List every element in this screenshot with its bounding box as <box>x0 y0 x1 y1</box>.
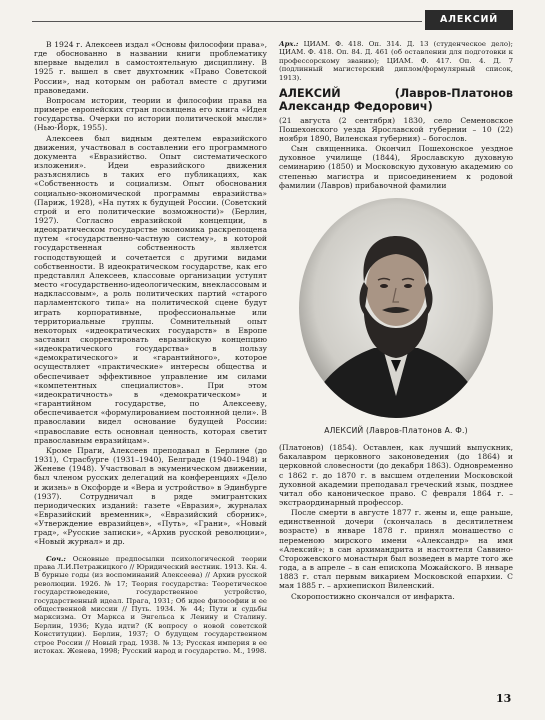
running-header: АЛЕКСИЙ <box>425 10 513 30</box>
works-label: Соч.: <box>46 554 66 563</box>
paragraph: После смерти в августе 1877 г. жены и, еще раньше, единственной дочери (скончалась в десятилетнем возрасте) в январе 1878 г. принял монашество с переменою мирского имени «Александр» на имя «Алексий»; в сан архимандрита и настоятеля Саввино-Сторожевского монастыря был возведен в марте того же года, а в апреле – в сан епископа Можайского. В январе 1883 г. стал первым викарием Московской епархии. С мая 1885 г. – архиепископ Виленский. <box>279 508 513 591</box>
works-text: Основные предпосылки психологической теории права Л.И.Петражицкого // Юридический вестник. 1913. Кн. 4. В бурные годы (из воспоминаний Алексеева) // Архив русской революции. 1926. № 17; Теория государства: Теоретическое государствоведение, государственное устройство, государственный идеал. Прага, 1931; Об идее философии и ее общественной миссии // Путь. 1934. № 44; Пути и судьбы марксизма. От Маркса и Энгельса к Ленину и Сталину. Берлин, 1936; Куда идти? (К вопросу о новой советской Конституции). Берлин, 1937; О будущем государственном строе России // Новый град. 1938. № 13; Русская империя в ее истоках. Женева, 1998; Русский народ и государство. М., 1998. <box>34 554 267 656</box>
paragraph: Вопросам истории, теории и философии права на примере европейских стран посвящена его книга «Идея государства. Очерки по истории политической мысли» (Нью-Йорк, 1955). <box>34 95 267 133</box>
paragraph: В 1924 г. Алексеев издал «Основы философии права», где обоснованно в названии книги проблематику впервые выделил в самостоятельную дисциплину. В 1925 г. вышел в свет двухтомник «Право Советской России», над которым он работал вместе с другими правоведами. <box>34 40 267 95</box>
entry-intro: (21 августа (2 сентября) 1830, село Семеновское Пошехонского уезда Ярославской губернии – 10 (22) ноября 1890, Виленская губерния) – богослов. <box>279 115 513 143</box>
paragraph: Алексеев был видным деятелем евразийского движения, участвовал в составлении его программного документа «Евразийство. Опыт систематического изложения». Идеи евразийского движения разъяснялись в таких его публикациях, как «Собственность и социализм. Опыт обоснования социально-экономической программы евразийства» (Париж, 1928), «На путях к будущей России. (Советский строй и его политические возможности)» (Берлин, 1927). Согласно евразийской концепции, в идеократическом государстве экономика раскрепощена путем «государственно-частную систему», в которой государственная собственность является господствующей и сочетается с другими видами собственности. В идеократическом государстве, как его представлял Алексеев, классовые организации уступят место «государственно-идеологическим, внеклассовым и надклассовым», а роль политических партий «старого парламентского типа» на политической сцене будут играть корпоративные, профессиональные или территориальные группы. Сомнительный опыт некоторых «идеократических государств» в Европе заставил скорректировать евразийскую концепцию «идеократического государства» в пользу «демократического» и «гарантийного», которое осуществляет «практические» интересы общества и обеспечивает эффективное управление им силами «компетентных специалистов». При этом «идеократичность» в «демократическом» и «гарантийном государстве, по Алексееву, обеспечивается «формулированием постоянной цели». В православии видел основание будущей России: «православие есть основная ценность, которая светит православным евразийцам». <box>34 133 267 445</box>
left-column <box>34 40 267 656</box>
portrait-photo-icon <box>296 196 496 420</box>
portrait-photo <box>296 196 496 420</box>
paragraph: Скоропостижно скончался от инфаркта. <box>291 591 455 601</box>
header-rule <box>32 21 422 22</box>
archive-label: Арх.: <box>279 40 299 48</box>
page-number: 13 <box>496 692 512 705</box>
works-list <box>34 555 267 656</box>
paragraph: Сын священника. Окончил Пошехонское уездное духовное училище (1844), Ярославскую духовную семинарию (1850) и Московскую духовную академию со степенью магистра и присоединением к родовой фамилии (Лавров) прибавочной фамилии <box>279 144 513 190</box>
entry-title: АЛЕКСИЙ (Лавров-Платонов Александр Федорович) <box>279 87 513 113</box>
photo-caption: АЛЕКСИЙ (Лавров-Платонов А. Ф.) <box>324 425 468 435</box>
archive-list <box>279 40 513 82</box>
paragraph: Кроме Праги, Алексеев преподавал в Берлине (до 1931), Страсбурге (1931–1940), Белграде (1940–1948) и Женеве (1948). Участвовал в экуменическом движении, был членом русских делегаций на конференциях «Дело и жизнь» в Оксфорде и «Вера и устройство» в Эдинбурге (1937). Сотрудничал в ряде эмигрантских периодических изданий: газете «Евразия», журналах «Евразийский временник», «Евразийский сборник», «Утверждение евразийцев», «Путь», «Грани», «Новый град», «Русские записки», «Архив русской революции», «Новый журнал» и др. <box>34 445 267 547</box>
archive-text: ЦИАМ. Ф. 418. Оп. 314. Д. 13 (студенческое дело); ЦИАМ. Ф. 418. Оп. 84. Д. 461 (об оставлении для подготовки к профессорскому званию); ЦИАМ. Ф. 417. Оп. 4. Д. 7 (подлинный магистерский диплом/формулярный список, 1913). <box>279 40 513 82</box>
right-column <box>279 40 513 602</box>
paragraph: (Платонов) (1854). Оставлен, как лучший выпускник, бакалавром церковного законоведения (до 1864) и церковной словесности (до декабря 1863). Одновременно с 1862 г. до 1870 г. в высшем отделении Московской духовной академии преподавал греческий язык, позднее читал обо каноническое право. С февраля 1864 г. – экстраординарный профессор. <box>279 443 513 507</box>
